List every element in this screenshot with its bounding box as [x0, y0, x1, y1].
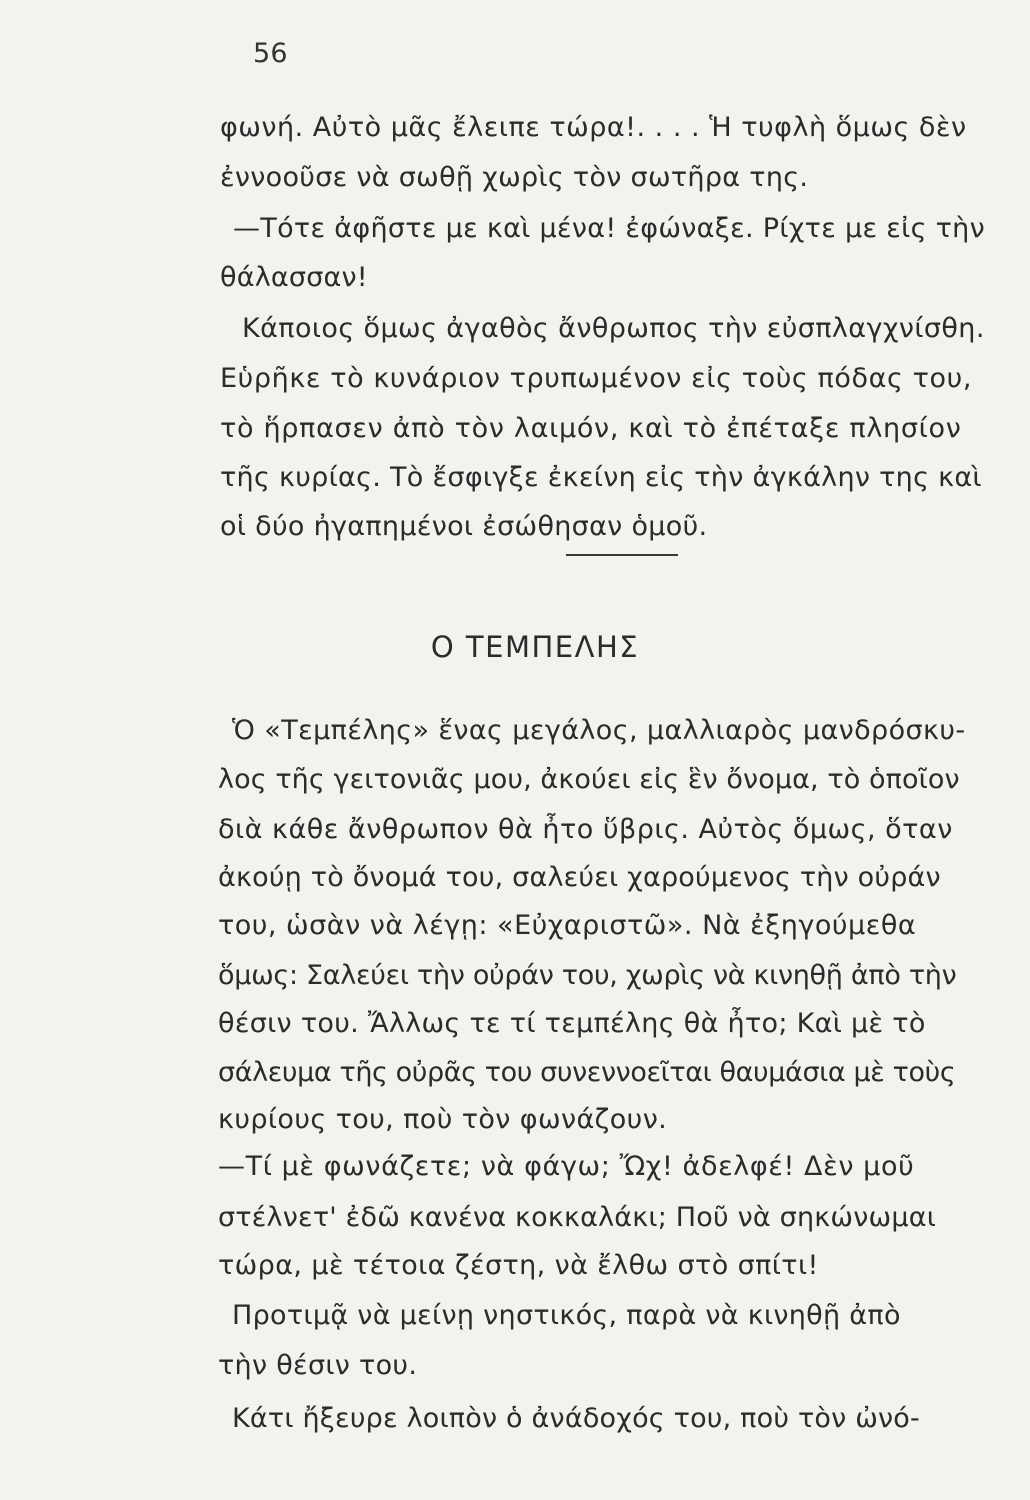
- section-divider: [566, 554, 678, 556]
- text-line: θάλασσαν!: [220, 262, 368, 293]
- text-line: Εὑρῆκε τὸ κυνάριον τρυπωμένον εἰς τοὺς πόδας του,: [220, 363, 973, 394]
- text-line: στέλνετ' ἐδῶ κανένα κοκκαλάκι; Ποῦ νὰ σηκώνωμαι: [218, 1202, 937, 1233]
- text-line: τὴν θέσιν του.: [218, 1350, 418, 1381]
- text-line: τῆς κυρίας. Τὸ ἔσφιγξε ἐκείνη εἰς τὴν ἀγκάλην της καὶ: [220, 462, 982, 493]
- text-line: ἐννοοῦσε νὰ σωθῇ χωρὶς τὸν σωτῆρα της.: [220, 162, 809, 193]
- text-line: Ὁ «Τεμπέλης» ἕνας μεγάλος, μαλλιαρὸς μανδρόσκυ-: [232, 715, 966, 746]
- text-line: ὅμως: Σαλεύει τὴν οὐράν του, χωρὶς νὰ κινηθῇ ἀπὸ τὴν: [218, 960, 957, 991]
- text-line: κυρίους του, ποὺ τὸν φωνάζουν.: [218, 1104, 668, 1135]
- section-title: Ο ΤΕΜΠΕΛΗΣ: [430, 630, 640, 664]
- text-line: —Τί μὲ φωνάζετε; νὰ φάγω; Ὤχ! ἀδελφέ! Δὲν μοῦ: [218, 1151, 915, 1182]
- text-line: θέσιν του. Ἄλλως τε τί τεμπέλης θὰ ἦτο; Καὶ μὲ τὸ: [218, 1008, 926, 1039]
- text-line: οἱ δύο ἠγαπημένοι ἐσώθησαν ὁμοῦ.: [220, 511, 708, 542]
- page-number: 56: [253, 38, 288, 69]
- text-line: τώρα, μὲ τέτοια ζέστη, νὰ ἔλθω στὸ σπίτι!: [218, 1250, 819, 1281]
- text-line: τὸ ἥρπασεν ἀπὸ τὸν λαιμόν, καὶ τὸ ἐπέταξε πλησίον: [220, 413, 962, 444]
- text-line: φωνή. Αὐτὸ μᾶς ἔλειπε τώρα!. . . . Ἡ τυφλὴ ὅμως δὲν: [220, 112, 967, 143]
- text-line: λος τῆς γειτονιᾶς μου, ἀκούει εἰς ἓν ὄνομα, τὸ ὁποῖον: [218, 764, 960, 795]
- text-line: Προτιμᾷ νὰ μείνῃ νηστικός, παρὰ νὰ κινηθῇ ἀπὸ: [232, 1300, 901, 1331]
- text-line: του, ὡσὰν νὰ λέγῃ: «Εὐχαριστῶ». Νὰ ἐξηγούμεθα: [218, 910, 917, 941]
- text-line: —Τότε ἀφῆστε με καὶ μένα! ἐφώναξε. Ρίχτε με εἰς τὴν: [233, 213, 985, 244]
- text-line: διὰ κάθε ἄνθρωπον θὰ ἦτο ὕβρις. Αὐτὸς ὅμως, ὅταν: [218, 814, 953, 845]
- text-line: Κάποιος ὅμως ἀγαθὸς ἄνθρωπος τὴν εὐσπλαγχνίσθη.: [242, 313, 985, 344]
- text-line: Κάτι ἤξευρε λοιπὸν ὁ ἀνάδοχός του, ποὺ τὸν ὠνό-: [232, 1403, 920, 1434]
- text-line: σάλευμα τῆς οὐρᾶς του συνεννοεῖται θαυμάσια μὲ τοὺς: [218, 1057, 956, 1088]
- text-line: ἀκούῃ τὸ ὄνομά του, σαλεύει χαρούμενος τὴν οὐράν: [218, 862, 941, 893]
